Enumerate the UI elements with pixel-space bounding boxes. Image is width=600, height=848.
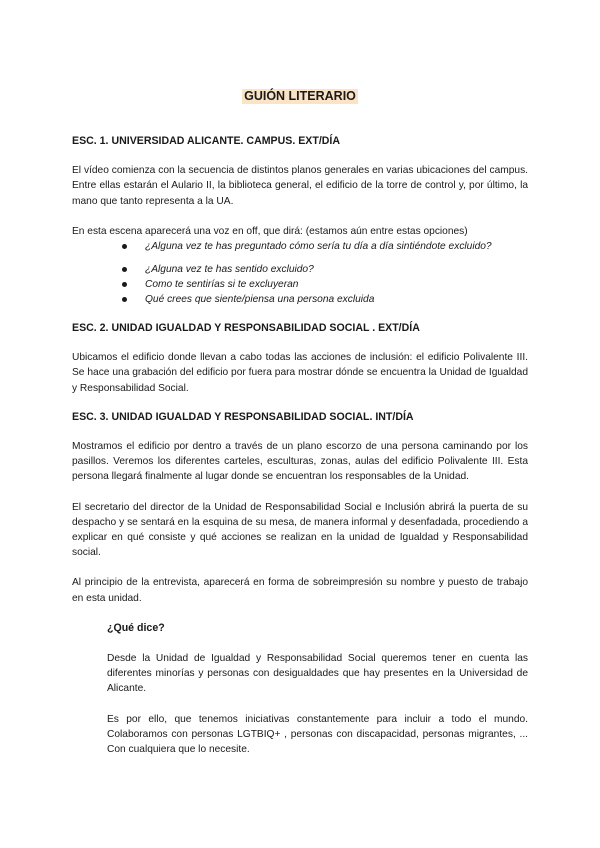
list-item: [72, 292, 528, 307]
scene-1-paragraph-1: El vídeo comienza con la secuencia de distintos planos generales en varias ubicaciones del campus. Entre ellas estarán el Aulario II, la biblioteca general, el edificio de la torre de control y, por último, la mano que tanto representa a la UA.: [72, 165, 528, 207]
interview-subheading: ¿Qué dice?: [107, 621, 165, 634]
title-container: [0, 87, 600, 105]
document-title: GUIÓN LITERARIO: [244, 89, 356, 103]
voiceover-options-list: [72, 239, 528, 307]
list-item: [72, 262, 528, 277]
scene-1-paragraph-2: En esta escena aparecerá una voz en off, que dirá: (estamos aún entre estas opciones): [72, 225, 468, 237]
list-item-text: Como te sentirías si te excluyeran: [145, 279, 299, 291]
list-item-text: ¿Alguna vez te has preguntado cómo sería tu día a día sintiéndote excluido?: [145, 241, 492, 253]
scene-3-paragraph-1: Mostramos el edificio por dentro a través de un plano escorzo de una persona caminando por los pasillos. Veremos los diferentes carteles, esculturas, zonas, aulas del edificio Polivalente III. Esta persona llegará finalmente al lugar donde se encuentran los responsables de la Unidad.: [72, 441, 528, 483]
list-item: [72, 239, 528, 254]
list-item: [72, 277, 528, 292]
scene-2-paragraph-1: Ubicamos el edificio donde llevan a cabo todas las acciones de inclusión: el edificio Polivalente III. Se hace una grabación del edificio por fuera para mostrar dónde se encuentra la Unidad de Igualdad y Responsabilidad Social.: [72, 352, 528, 394]
document-body: [72, 134, 528, 757]
bullet-icon: [122, 282, 127, 287]
scene-3-heading: ESC. 3. UNIDAD IGUALDAD Y RESPONSABILIDAD SOCIAL. INT/DÍA: [72, 410, 414, 423]
list-item-text: Qué crees que siente/piensa una persona excluida: [145, 294, 375, 306]
scene-1-heading: ESC. 1. UNIVERSIDAD ALICANTE. CAMPUS. EXT/DÍA: [72, 135, 341, 147]
scene-2-heading: ESC. 2. UNIDAD IGUALDAD Y RESPONSABILIDAD SOCIAL . EXT/DÍA: [72, 322, 420, 335]
list-item-text: ¿Alguna vez te has sentido excluido?: [145, 264, 314, 276]
bullet-icon: [122, 267, 127, 272]
interview-quote-2: Es por ello, que tenemos iniciativas constantemente para incluir a todo el mundo. Colaboramos con personas LGTBIQ+ , personas con discapacidad, personas migrantes, ... Con cualquiera que lo necesite.: [107, 713, 528, 756]
bullet-icon: [122, 297, 127, 302]
scene-3-paragraph-2: El secretario del director de la Unidad de Responsabilidad Social e Inclusión abrirá la puerta de su despacho y se sentará en la esquina de su mesa, de manera informal y desenfadada, procediendo a explicar en qué consiste y qué acciones se realizan en la unidad de Igualdad y Responsabilidad social.: [72, 501, 528, 559]
bullet-icon: [122, 244, 127, 249]
interview-quote-1: Desde la Unidad de Igualdad y Responsabilidad Social queremos tener en cuenta las diferentes minorías y personas con desigualdades que hay presentes en la Universidad de Alicante.: [107, 653, 528, 695]
scene-3-paragraph-3: Al principio de la entrevista, aparecerá en forma de sobreimpresión su nombre y puesto de trabajo en esta unidad.: [72, 577, 528, 604]
interview-block: [107, 621, 528, 757]
